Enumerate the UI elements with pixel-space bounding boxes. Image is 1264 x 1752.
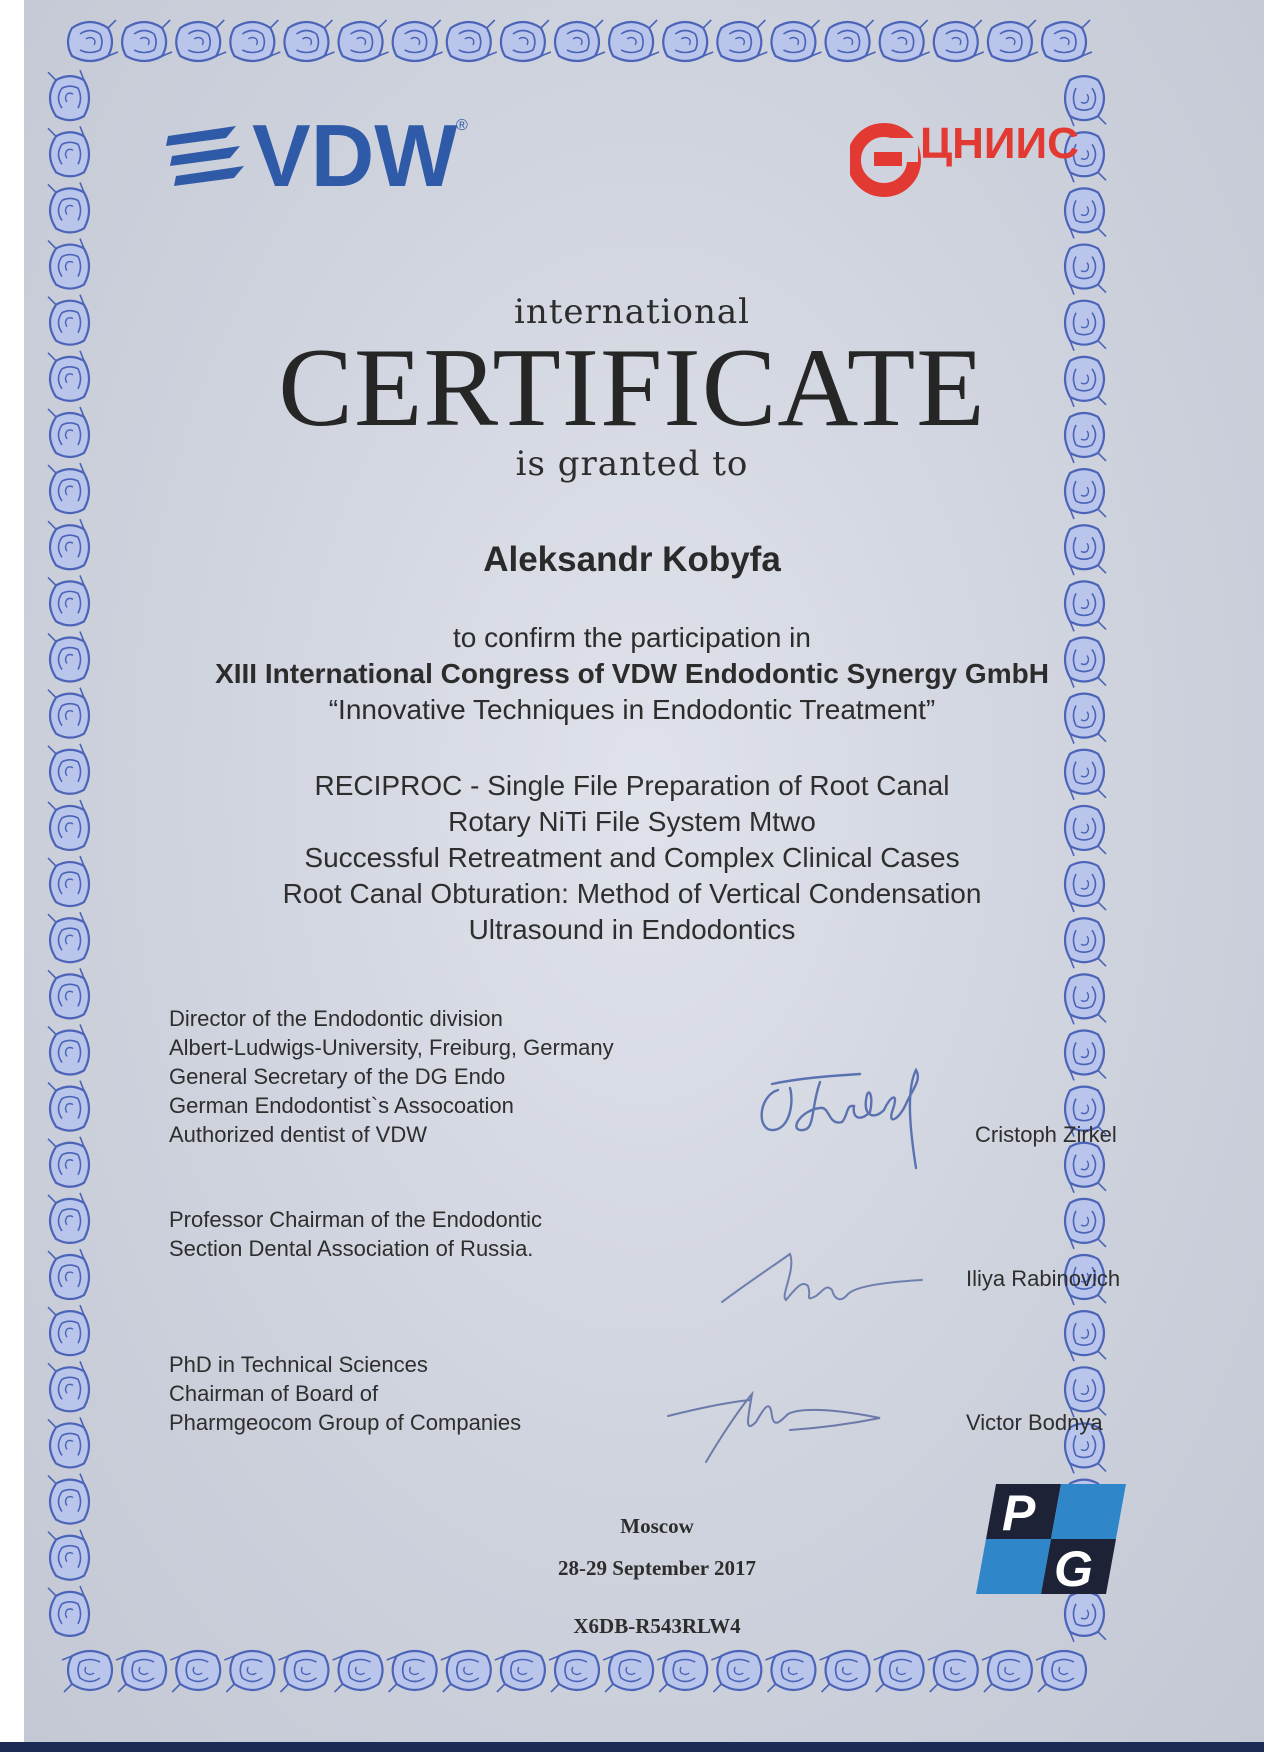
shell-ornament [555, 20, 605, 61]
topic-item: RECIPROC - Single File Preparation of Root Canal [314, 770, 950, 801]
signatory-title-line: Pharmgeocom Group of Companies [169, 1410, 522, 1435]
shell-ornament [441, 1651, 491, 1692]
shell-ornament [230, 20, 280, 61]
shell-ornament [880, 20, 930, 61]
shell-ornament [657, 1651, 707, 1692]
shell-ornament [387, 1651, 437, 1692]
shell-ornament [48, 126, 89, 176]
shell-ornament [771, 20, 821, 61]
shell-ornament [48, 1417, 89, 1467]
shell-ornament [48, 239, 89, 289]
shell-ornament [333, 1651, 383, 1692]
shell-ornament [1065, 974, 1106, 1024]
topic-item: Successful Retreatment and Complex Clinical Cases [304, 842, 960, 873]
shell-ornament [874, 1651, 924, 1692]
shell-ornament [393, 20, 443, 61]
shell-ornament [609, 20, 659, 61]
shell-ornament [603, 1651, 653, 1692]
cniis-logo-text: ЦНИИС [920, 119, 1079, 168]
shell-ornament [928, 1651, 978, 1692]
shell-ornament [278, 1651, 328, 1692]
shell-ornament [1065, 245, 1106, 295]
shell-ornament [170, 1651, 220, 1692]
shell-ornament [982, 1651, 1032, 1692]
shell-ornament [339, 20, 389, 61]
shell-ornament [934, 20, 984, 61]
signatory-title-line: Chairman of Board of [169, 1381, 379, 1406]
topics-list [0, 768, 1264, 948]
signatory-name: Iliya Rabinovich [966, 1266, 1121, 1291]
topic-item: Ultrasound in Endodontics [468, 914, 796, 945]
pharmgeocom-logo [976, 1484, 1126, 1594]
shell-ornament [176, 20, 226, 61]
shell-ornament [48, 1249, 89, 1299]
signatory-name: Cristoph Zirkel [975, 1122, 1117, 1147]
signatory-name: Victor Bodnya [966, 1410, 1103, 1435]
shell-ornament [48, 575, 89, 625]
signature-bodnya [660, 1378, 890, 1468]
shell-ornament [1036, 1651, 1086, 1692]
cniis-logo [850, 112, 1130, 202]
topic-item: Rotary NiTi File System Mtwo [448, 806, 816, 837]
shell-ornament [765, 1651, 815, 1692]
shell-ornament [1065, 1199, 1106, 1249]
signatory-title-line: Albert-Ludwigs-University, Freiburg, Germany [169, 1035, 614, 1060]
footer-code: X6DB-R543RLW4 [573, 1614, 741, 1638]
shell-ornament [1065, 1143, 1106, 1193]
signatory-title-line: Section Dental Association of Russia. [169, 1236, 534, 1261]
signatory-title-line: Professor Chairman of the Endodontic [169, 1207, 542, 1232]
shell-ornament [48, 1081, 89, 1131]
shell-ornament [1065, 1030, 1106, 1080]
footer-date: 28-29 September 2017 [558, 1556, 756, 1580]
certificate-title: CERTIFICATE [278, 326, 986, 450]
pg-logo-letter: G [1054, 1541, 1093, 1594]
shell-ornament [711, 1651, 761, 1692]
signature-zirkel [750, 1060, 950, 1190]
shell-ornament [717, 20, 767, 61]
shell-ornament [284, 20, 334, 61]
shell-ornament [116, 1651, 166, 1692]
vdw-logo-text: VDW [252, 108, 458, 198]
shell-ornament [48, 1137, 89, 1187]
shell-ornament [1065, 1311, 1106, 1361]
shell-ornament [62, 1651, 112, 1692]
signatory-2-titles [169, 1205, 542, 1263]
shell-ornament [501, 20, 551, 61]
shell-ornament [549, 1651, 599, 1692]
congress-line: XIII International Congress of VDW Endodontic Synergy GmbH [215, 658, 1049, 689]
confirm-line: to confirm the participation in [453, 622, 811, 653]
signatory-title-line: German Endodontist`s Assocoation [169, 1093, 514, 1118]
shell-ornament [68, 20, 118, 61]
shell-ornament [48, 182, 89, 232]
recipient-name: Aleksandr Kobyfa [483, 540, 781, 579]
shell-ornament [48, 70, 89, 120]
signatory-1-titles [169, 1004, 614, 1149]
signatory-title-line: Director of the Endodontic division [169, 1006, 503, 1031]
shell-ornament [48, 1305, 89, 1355]
shell-ornament [224, 1651, 274, 1692]
theme-line: “Innovative Techniques in Endodontic Treatment” [328, 694, 936, 725]
shell-ornament [48, 1024, 89, 1074]
signatory-title-line: PhD in Technical Sciences [169, 1352, 428, 1377]
vdw-logo [166, 108, 486, 198]
certificate-pre-title: international [513, 292, 751, 332]
shell-ornament [820, 1651, 870, 1692]
pg-logo-letter: P [1002, 1485, 1036, 1541]
signatory-title-line: Authorized dentist of VDW [169, 1122, 428, 1147]
shell-ornament [663, 20, 713, 61]
shell-ornament [48, 1193, 89, 1243]
signature-rabinovich [716, 1244, 926, 1320]
shell-ornament [826, 20, 876, 61]
bottom-edge-strip [0, 1742, 1264, 1752]
certificate-post-title: is granted to [515, 444, 749, 484]
vdw-registered-mark: ® [456, 117, 468, 134]
shell-ornament [1042, 20, 1092, 61]
footer-city: Moscow [620, 1514, 694, 1538]
shell-ornament [122, 20, 172, 61]
shell-ornament [48, 968, 89, 1018]
signatory-3-titles [169, 1350, 521, 1437]
shell-ornament [988, 20, 1038, 61]
topic-item: Root Canal Obturation: Method of Vertical Condensation [282, 878, 982, 909]
signatory-title-line: General Secretary of the DG Endo [169, 1064, 506, 1089]
shell-ornament [495, 1651, 545, 1692]
shell-ornament [447, 20, 497, 61]
shell-ornament [48, 1361, 89, 1411]
